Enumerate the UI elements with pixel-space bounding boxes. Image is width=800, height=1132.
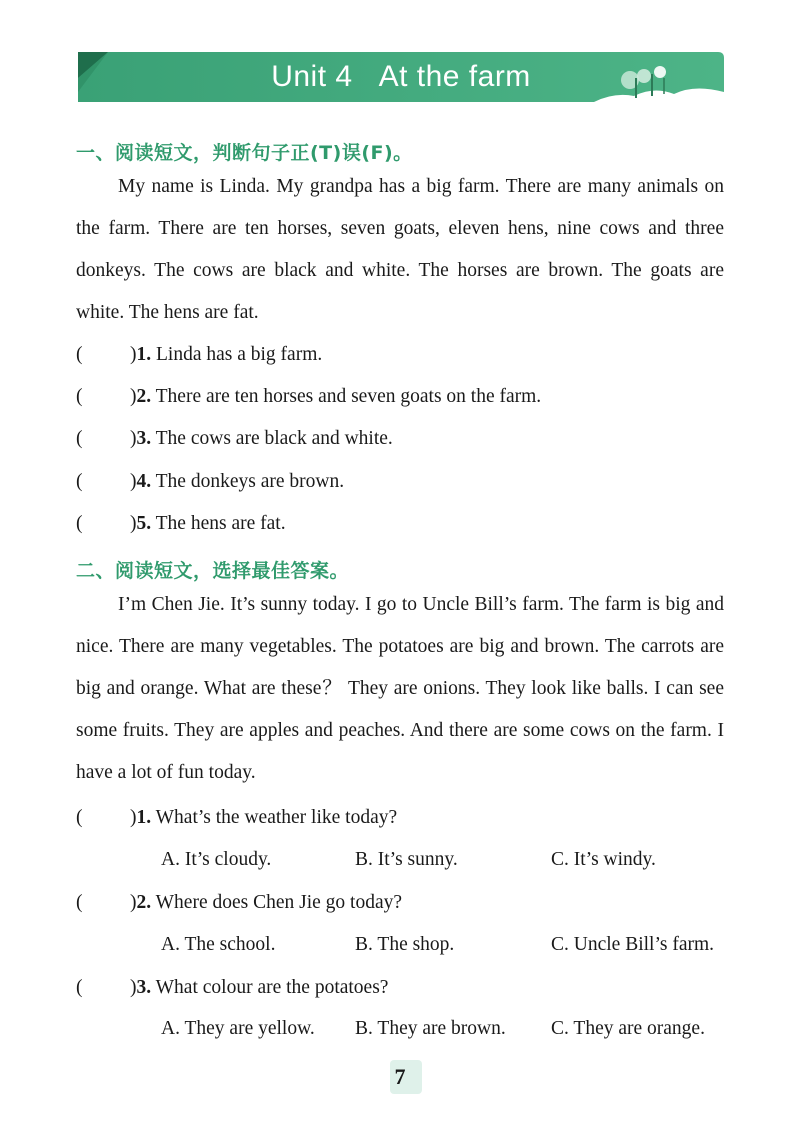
- passage-text: I’m Chen Jie. It’s sunny today. I go to Uncle Bill’s farm. The farm is big and nice. There are many vegetables. The potatoes are big and brown. The carrots are big and orange. What are these？ They are onions. They look like balls. I can see some fruits. They are apples and peaches. And there are some cows on the farm. I have a lot of fun today.: [76, 594, 724, 783]
- option-a[interactable]: A. The school.: [161, 934, 276, 955]
- unit-title: [78, 60, 724, 94]
- unit-banner: [78, 52, 724, 102]
- answer-blank[interactable]: (: [76, 977, 83, 998]
- section-1-heading: 一、阅读短文，判断句子正(T)误(F)。: [76, 142, 413, 164]
- answer-blank[interactable]: (: [76, 428, 83, 449]
- answer-blank[interactable]: (: [76, 471, 83, 492]
- section-1-passage: [76, 166, 724, 334]
- page-number: 7: [394, 1064, 406, 1089]
- option-a[interactable]: A. They are yellow.: [161, 1018, 315, 1039]
- section-2-passage: [76, 584, 724, 794]
- mc-question-3: ( )3. What colour are the potatoes?: [76, 977, 389, 998]
- answer-blank[interactable]: (: [76, 344, 83, 365]
- tf-question-4: ( )4. The donkeys are brown.: [76, 471, 345, 492]
- tf-question-2: ( )2. There are ten horses and seven goats on the farm.: [76, 386, 542, 407]
- unit-number: Unit 4: [271, 60, 353, 93]
- mc-question-1: ( )1. What’s the weather like today?: [76, 807, 398, 828]
- option-c[interactable]: C. They are orange.: [551, 1018, 705, 1039]
- answer-blank[interactable]: (: [76, 892, 83, 913]
- mc-question-2: ( )2. Where does Chen Jie go today?: [76, 892, 403, 913]
- option-b[interactable]: B. It’s sunny.: [355, 849, 458, 870]
- passage-text: My name is Linda. My grandpa has a big farm. There are many animals on the farm. There are ten horses, seven goats, eleven hens, nine cows and three donkeys. The cows are black and white. The horses are brown. The goats are white. The hens are fat.: [76, 176, 724, 323]
- option-b[interactable]: B. They are brown.: [355, 1018, 506, 1039]
- tf-question-5: ( )5. The hens are fat.: [76, 513, 286, 534]
- answer-blank[interactable]: (: [76, 513, 83, 534]
- option-b[interactable]: B. The shop.: [355, 934, 455, 955]
- section-2-heading: 二、阅读短文，选择最佳答案。: [76, 560, 350, 582]
- tf-question-3: ( )3. The cows are black and white.: [76, 428, 393, 449]
- unit-name: At the farm: [378, 60, 531, 93]
- answer-blank[interactable]: (: [76, 807, 83, 828]
- option-c[interactable]: C. Uncle Bill’s farm.: [551, 934, 715, 955]
- tf-question-1: ( )1. Linda has a big farm.: [76, 344, 323, 365]
- answer-blank[interactable]: (: [76, 386, 83, 407]
- option-a[interactable]: A. It’s cloudy.: [161, 849, 272, 870]
- option-c[interactable]: C. It’s windy.: [551, 849, 656, 870]
